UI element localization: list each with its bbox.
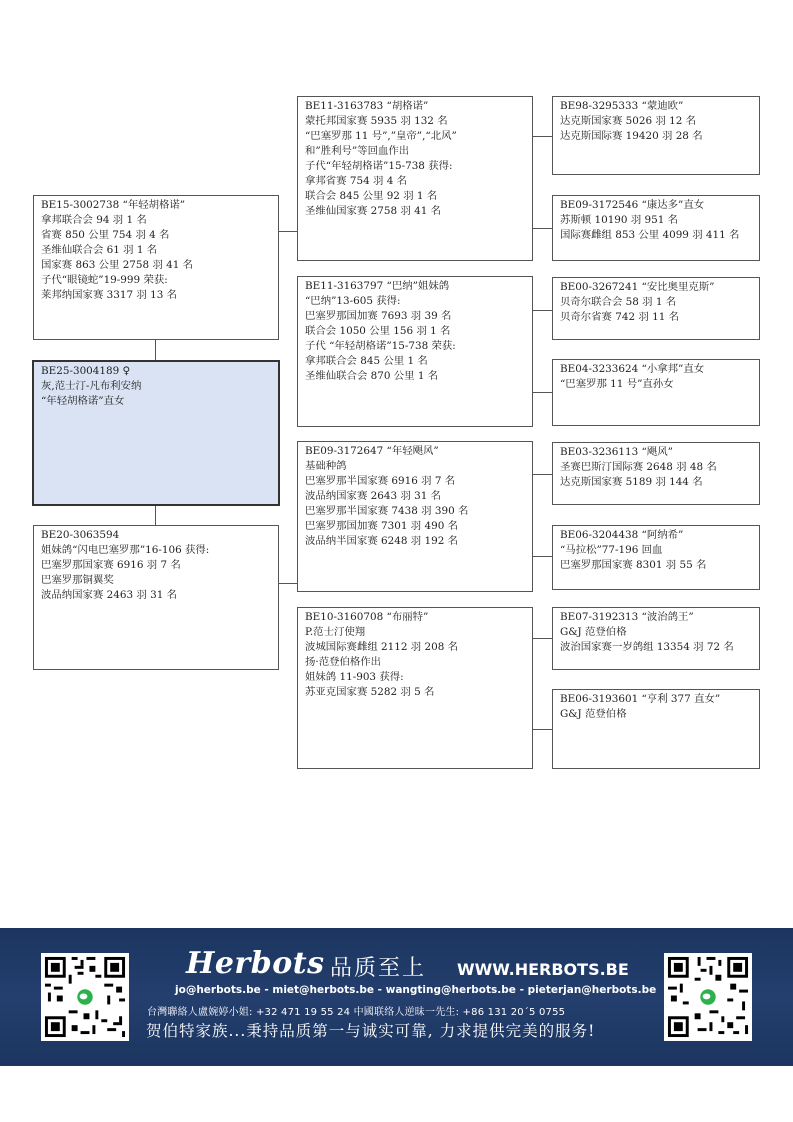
pedigree-line: 巴塞罗那半国家赛 6916 羽 7 名: [305, 475, 456, 487]
pedigree-line: 圣维仙联合会 870 公里 1 名: [305, 370, 439, 382]
pigeon-id: BE03-3236113 “飓风”: [560, 446, 673, 458]
pigeon-id: BE04-3233624 “小拿邦”直女: [560, 363, 705, 375]
pigeon-id: BE25-3004189 ♀: [41, 365, 131, 377]
sdd-box: [552, 359, 760, 426]
qr-code-right[interactable]: [664, 953, 752, 1041]
pedigree-line: 扬·范登伯格作出: [305, 656, 382, 668]
dam-box: [33, 525, 279, 670]
connector-line: [155, 505, 156, 525]
qr-code-graphic: [42, 954, 128, 1040]
connector-line: [533, 228, 552, 229]
pedigree-line: 苏斯顿 10190 羽 951 名: [560, 214, 679, 226]
pigeon-id: BE07-3192313 “波治鸽王”: [560, 611, 694, 623]
connector-line: [155, 340, 156, 360]
pigeon-id: BE10-3160708 “布丽特”: [305, 611, 429, 623]
pedigree-line: 波品纳国家赛 2643 羽 31 名: [305, 490, 442, 502]
pedigree-line: 拿邦联合会 845 公里 1 名: [305, 355, 428, 367]
qr-code-left[interactable]: [41, 953, 129, 1041]
pedigree-line: 达克斯国际赛 19420 羽 28 名: [560, 130, 703, 142]
tagline: 品质至上: [330, 956, 427, 981]
pedigree-line: 联合会 1050 公里 156 羽 1 名: [305, 325, 451, 337]
contact-phones: 台灣聯絡人盧婉婷小姐: +32 471 19 55 24 中國联络人逆昧一先生: +86 131 20´5 0755: [147, 1007, 566, 1018]
pedigree-line: 波品纳半国家赛 6248 羽 192 名: [305, 535, 459, 547]
pigeon-id: BE15-3002738 “年轻胡格诺”: [41, 199, 186, 211]
connector-line: [279, 583, 297, 584]
dss-box: [552, 442, 760, 505]
pedigree-line: 贝奇尔联合会 58 羽 1 名: [560, 296, 677, 308]
connector-line: [533, 474, 552, 475]
footer-banner: [0, 928, 793, 1066]
connector-line: [279, 231, 297, 232]
pedigree-line: 子代“眼镜蛇”19-999 荣获:: [41, 274, 168, 286]
connector-line: [533, 729, 552, 730]
pigeon-id: BE20-3063594: [41, 529, 120, 541]
pedigree-line: 姐妹鸽“闪电巴塞罗那”16-106 获得:: [41, 544, 210, 556]
pigeon-id: BE09-3172647 “年轻飓风”: [305, 445, 439, 457]
pedigree-line: “巴纳”13-605 获得:: [305, 295, 401, 307]
pedigree-line: 巴塞罗那国家赛 8301 羽 55 名: [560, 559, 707, 571]
pedigree-line: 巴塞罗那国家赛 6916 羽 7 名: [41, 559, 181, 571]
pedigree-line: “巴塞罗那 11 号”,”皇帝”,“北风”: [305, 130, 457, 142]
pedigree-line: 波品纳国家赛 2463 羽 31 名: [41, 589, 178, 601]
pedigree-line: 灰,范士汀-凡布利安纳: [41, 380, 142, 392]
pedigree-line: 子代 “年轻胡格诺”15-738 荣获:: [305, 340, 456, 352]
pedigree-line: 圣维仙国家赛 2758 羽 41 名: [305, 205, 442, 217]
pedigree-line: 圣赛巴斯汀国际赛 2648 羽 48 名: [560, 461, 717, 473]
sss-box: [552, 96, 760, 175]
pedigree-line: 和”胜利号”等回血作出: [305, 145, 410, 157]
pedigree-line: 达克斯国家赛 5026 羽 12 名: [560, 115, 697, 127]
pedigree-line: 贝奇尔省赛 742 羽 11 名: [560, 311, 679, 323]
pedigree-line: 蒙托邦国家赛 5935 羽 132 名: [305, 115, 448, 127]
pedigree-line: 基础种鸽: [305, 460, 347, 472]
dsd-box: [552, 525, 760, 590]
pigeon-id: BE06-3193601 “亨利 377 直女”: [560, 693, 721, 705]
pedigree-line: 联合会 845 公里 92 羽 1 名: [305, 190, 438, 202]
email-list[interactable]: jo@herbots.be - miet@herbots.be - wangting@herbots.be - pieterjan@herbots.be: [175, 984, 657, 996]
connector-line: [533, 136, 552, 137]
pigeon-id: BE11-3163797 “巴纳”姐妹鸽: [305, 280, 450, 292]
ssd-box: [552, 195, 760, 261]
pigeon-id: BE11-3163783 “胡格诺”: [305, 100, 429, 112]
pigeon-id: BE98-3295333 “蒙迪欧”: [560, 100, 684, 112]
pedigree-line: 巴塞罗那国加赛 7693 羽 39 名: [305, 310, 452, 322]
herbots-logo: Herbots: [186, 946, 325, 981]
pedigree-line: 达克斯国家赛 5189 羽 144 名: [560, 476, 703, 488]
pigeon-id: BE00-3267241 “安比奥里克斯”: [560, 281, 715, 293]
subject-box: [32, 360, 280, 506]
pedigree-line: 国际赛雌组 853 公里 4099 羽 411 名: [560, 229, 740, 241]
pedigree-line: 姐妹鸽 11-903 获得:: [305, 671, 404, 683]
pedigree-line: 苏亚克国家赛 5282 羽 5 名: [305, 686, 435, 698]
dam-sire-box: [297, 441, 533, 592]
motto: 贺伯特家族...秉持品质第一与诚实可靠, 力求提供完美的服务!: [146, 1022, 596, 1040]
pigeon-id: BE09-3172546 “康达多”直女: [560, 199, 705, 211]
ddd-box: [552, 689, 760, 769]
connector-line: [533, 310, 552, 311]
pedigree-line: P.范士汀使翔: [305, 626, 366, 638]
pedigree-line: 莱邦纳国家赛 3317 羽 13 名: [41, 289, 178, 301]
pedigree-line: 省赛 850 公里 754 羽 4 名: [41, 229, 170, 241]
connector-line: [533, 556, 552, 557]
sire-sire-box: [297, 96, 533, 261]
pedigree-line: 波城国际赛雌组 2112 羽 208 名: [305, 641, 459, 653]
connector-line: [533, 638, 552, 639]
sire-box: [33, 195, 279, 340]
pedigree-line: 巴塞罗那国加赛 7301 羽 490 名: [305, 520, 459, 532]
pedigree-line: 国家赛 863 公里 2758 羽 41 名: [41, 259, 194, 271]
pedigree-line: 巴塞罗那半国家赛 7438 羽 390 名: [305, 505, 469, 517]
pedigree-line: 波治国家赛一岁鸽组 13354 羽 72 名: [560, 641, 734, 653]
sds-box: [552, 277, 760, 340]
pedigree-line: “巴塞罗那 11 号”直孙女: [560, 378, 674, 390]
pedigree-line: G&J 范登伯格: [560, 626, 627, 638]
website-link[interactable]: WWW.HERBOTS.BE: [457, 960, 629, 979]
pedigree-line: “年轻胡格诺”直女: [41, 395, 125, 407]
pedigree-line: 巴塞罗那铜翼奖: [41, 574, 114, 586]
dam-dam-box: [297, 607, 533, 769]
pedigree-line: 子代“年轻胡格诺”15-738 获得:: [305, 160, 453, 172]
pedigree-line: 圣维仙联合会 61 羽 1 名: [41, 244, 158, 256]
dds-box: [552, 607, 760, 670]
pedigree-line: “马拉松”77-196 回血: [560, 544, 663, 556]
pedigree-line: 拿邦联合会 94 羽 1 名: [41, 214, 147, 226]
sire-dam-box: [297, 276, 533, 427]
pedigree-line: 拿邦省赛 754 羽 4 名: [305, 175, 407, 187]
qr-code-graphic: [665, 954, 751, 1040]
pedigree-line: G&J 范登伯格: [560, 708, 627, 720]
connector-line: [533, 392, 552, 393]
pigeon-id: BE06-3204438 “阿纳希”: [560, 529, 684, 541]
